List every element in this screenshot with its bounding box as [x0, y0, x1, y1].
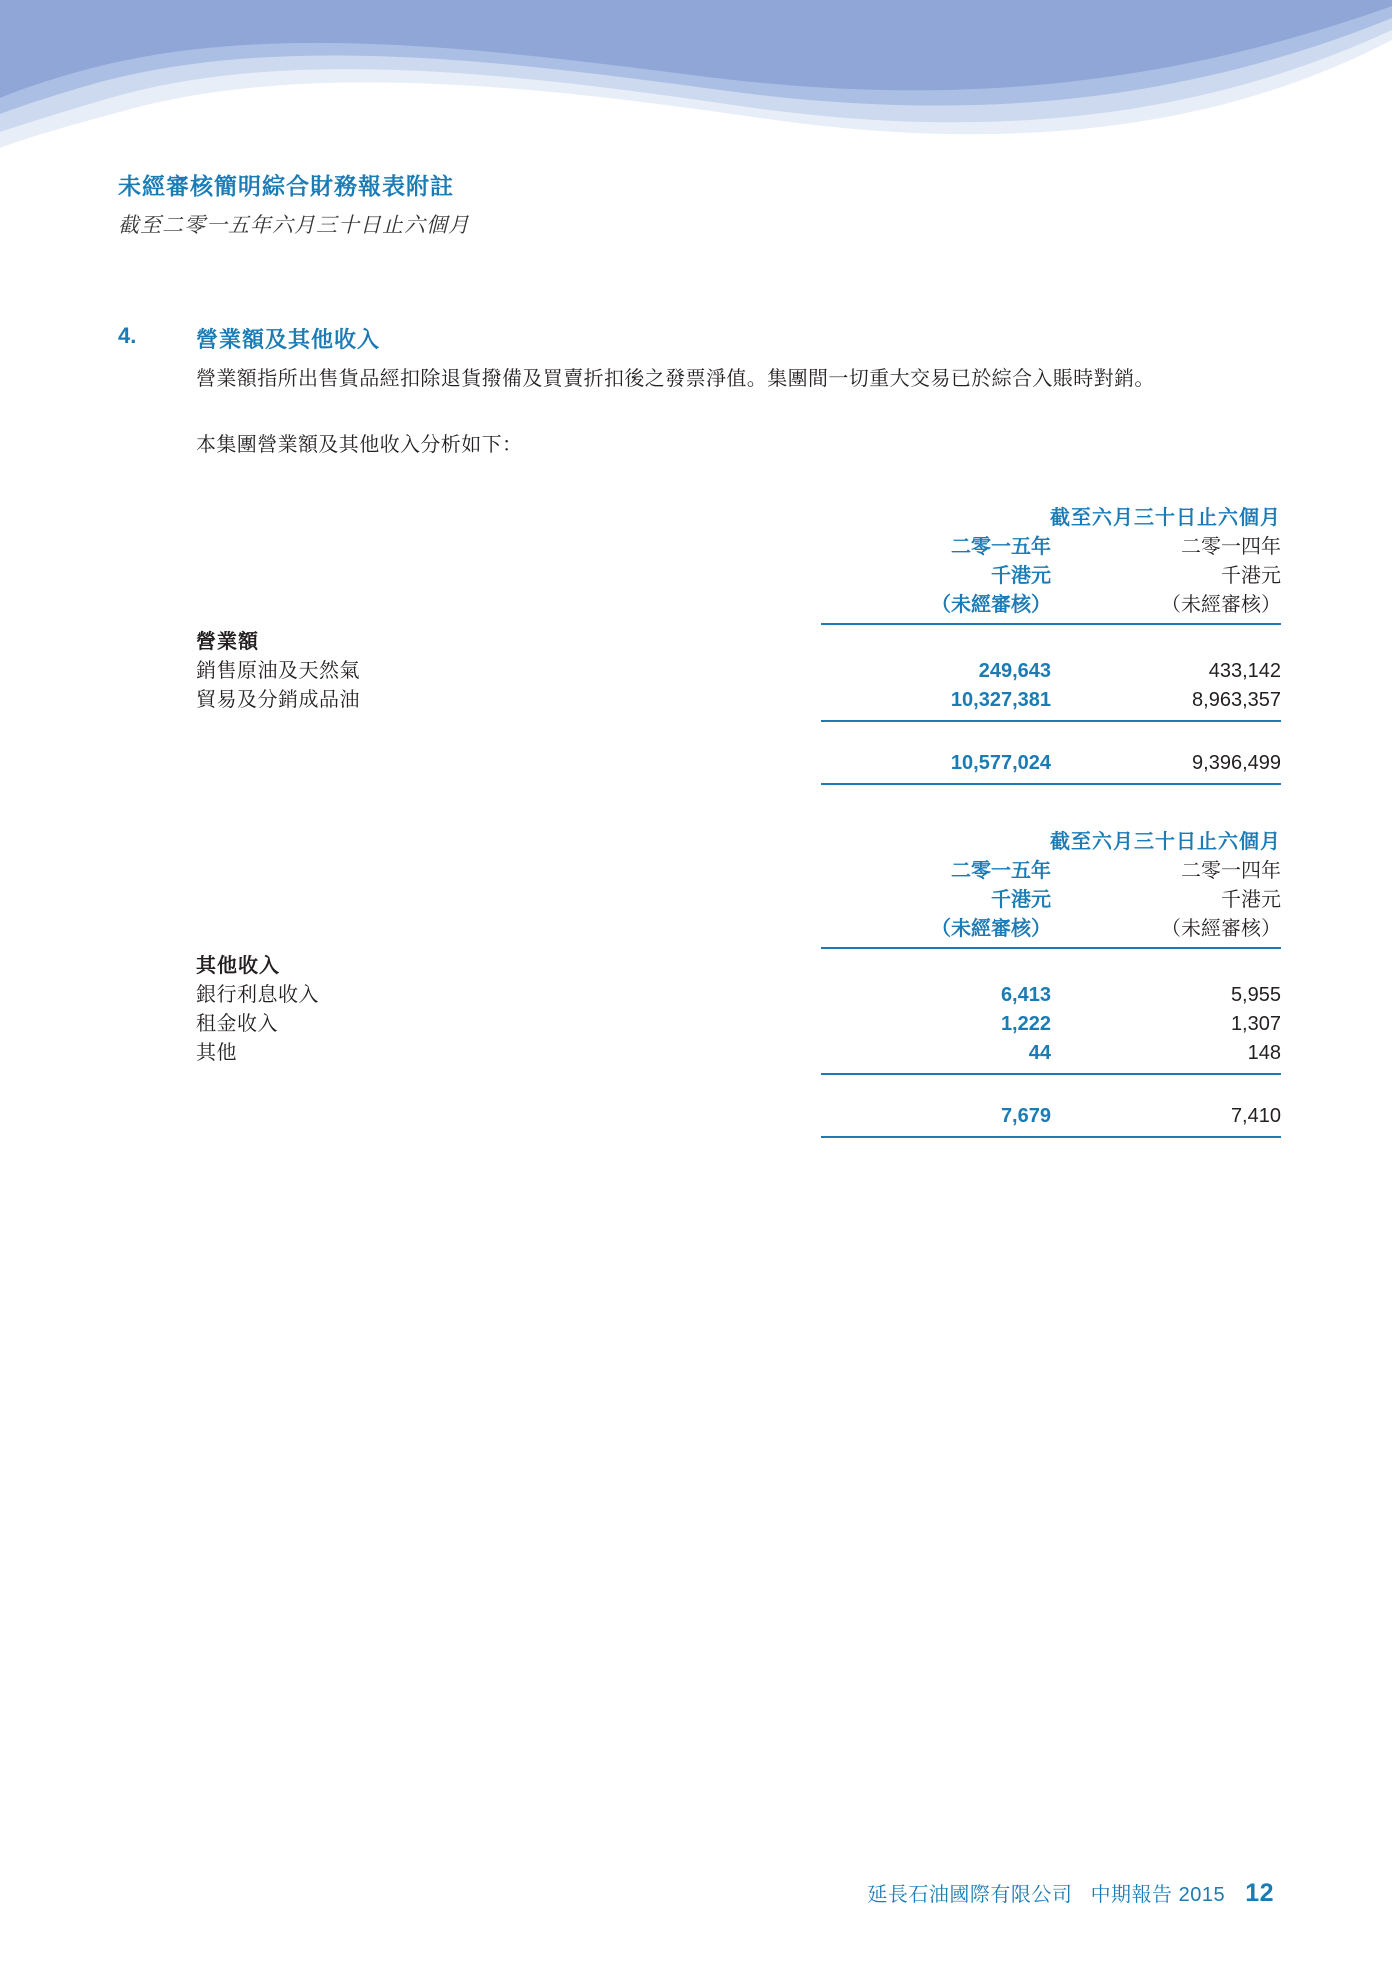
row-value-current: 249,643	[978, 660, 1051, 683]
row-value-current: 6,413	[1000, 984, 1051, 1007]
table-header-audit-row	[196, 588, 1281, 617]
spacer-row	[196, 1075, 1281, 1101]
row-label: 銀行利息收入	[196, 984, 319, 1007]
row-value-previous: 8,963,357	[1192, 689, 1281, 712]
page-title: 未經審核簡明綜合財務報表附註	[118, 173, 454, 199]
column-audit-previous: （未經審核）	[1161, 918, 1281, 941]
table-row	[196, 1036, 1281, 1065]
column-unit-previous: 千港元	[1221, 565, 1281, 588]
column-header-current-year: 二零一五年	[951, 860, 1051, 883]
table-row	[196, 683, 1281, 712]
table-row	[196, 1007, 1281, 1036]
row-value-previous: 148	[1247, 1042, 1281, 1065]
section-paragraph-2: 本集團營業額及其他收入分析如下：	[196, 433, 523, 456]
group-title-turnover: 營業額	[196, 631, 259, 654]
row-value-previous: 5,955	[1230, 984, 1281, 1007]
table-group-title-row	[196, 625, 1281, 654]
page-footer	[0, 1878, 1392, 1908]
table-group-title-row	[196, 949, 1281, 978]
column-header-previous-year: 二零一四年	[1181, 536, 1281, 559]
column-header-current-year: 二零一五年	[951, 536, 1051, 559]
row-label: 銷售原油及天然氣	[196, 660, 360, 683]
page-content	[118, 168, 1281, 1138]
table-header-unit-row	[196, 883, 1281, 912]
table-row	[196, 654, 1281, 683]
column-unit-current: 千港元	[991, 889, 1051, 912]
turnover-table	[196, 501, 1281, 785]
row-label: 貿易及分銷成品油	[196, 689, 360, 712]
table-header-audit-row	[196, 912, 1281, 941]
total-value-current: 10,577,024	[950, 752, 1051, 775]
row-value-current: 44	[1028, 1042, 1051, 1065]
table-header-period-row	[196, 825, 1281, 854]
total-rule	[821, 1136, 1281, 1138]
period-header: 截至六月三十日止六個月	[1050, 507, 1281, 530]
table-row	[196, 978, 1281, 1007]
total-value-previous: 7,410	[1230, 1105, 1281, 1128]
page-subtitle: 截至二零一五年六月三十日止六個月	[118, 214, 470, 237]
section-heading: 營業額及其他收入	[196, 327, 381, 352]
row-value-previous: 433,142	[1208, 660, 1281, 683]
total-value-previous: 9,396,499	[1192, 752, 1281, 775]
total-row	[196, 748, 1281, 775]
table-header-year-row	[196, 854, 1281, 883]
column-unit-previous: 千港元	[1221, 889, 1281, 912]
group-title-other-income: 其他收入	[196, 955, 280, 978]
column-unit-current: 千港元	[991, 565, 1051, 588]
row-value-current: 10,327,381	[950, 689, 1051, 712]
table-header-period-row	[196, 501, 1281, 530]
column-header-previous-year: 二零一四年	[1181, 860, 1281, 883]
table-header-unit-row	[196, 559, 1281, 588]
header-rule-row	[196, 941, 1281, 949]
row-value-current: 1,222	[1000, 1013, 1051, 1036]
period-header: 截至六月三十日止六個月	[1050, 831, 1281, 854]
section-paragraph-1: 營業額指所出售貨品經扣除退貨撥備及買賣折扣後之發票淨值。集團間一切重大交易已於綜合入賬時對銷。	[196, 368, 1155, 390]
row-label: 租金收入	[196, 1013, 278, 1036]
footer-company: 延長石油國際有限公司	[867, 1884, 1073, 1906]
table-header-year-row	[196, 530, 1281, 559]
total-row	[196, 1101, 1281, 1128]
note-section-4	[118, 323, 1278, 461]
column-audit-current: （未經審核）	[931, 918, 1051, 941]
column-audit-previous: （未經審核）	[1161, 594, 1281, 617]
column-audit-current: （未經審核）	[931, 594, 1051, 617]
subtotal-rule-row	[196, 712, 1281, 722]
other-income-table	[196, 825, 1281, 1138]
total-rule-row	[196, 1128, 1281, 1138]
section-number: 4.	[118, 323, 137, 348]
row-value-previous: 1,307	[1230, 1013, 1281, 1036]
page-number: 12	[1245, 1879, 1274, 1907]
row-label: 其他	[196, 1042, 237, 1065]
spacer-row	[196, 722, 1281, 748]
header-rule-row	[196, 617, 1281, 625]
total-rule-row	[196, 775, 1281, 785]
total-value-current: 7,679	[1000, 1105, 1051, 1128]
subtotal-rule-row	[196, 1065, 1281, 1075]
total-rule	[821, 783, 1281, 785]
footer-report: 中期報告 2015	[1090, 1884, 1226, 1906]
